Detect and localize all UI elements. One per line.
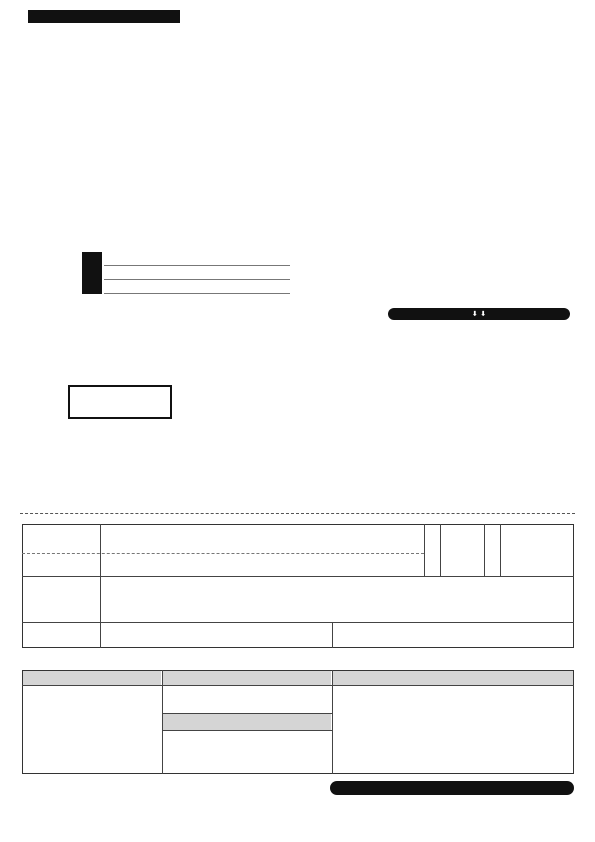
shigeyama-table [104, 252, 290, 294]
form-line [22, 576, 574, 577]
form-line [22, 685, 574, 686]
cut-line [20, 513, 575, 514]
wish-header-9 [163, 714, 331, 730]
down-arrow-icon: ⬇ [471, 310, 478, 318]
form-line [22, 622, 574, 623]
shigeyama-row [104, 252, 290, 266]
age-field[interactable] [502, 526, 572, 574]
past-reasons-banner [388, 308, 570, 320]
form-line [22, 553, 424, 554]
form-line [500, 524, 501, 576]
form-line [440, 524, 441, 576]
actor-field[interactable] [164, 732, 330, 773]
form-line [484, 524, 485, 576]
reason-field[interactable] [334, 687, 572, 773]
form-line [424, 524, 425, 576]
newcomer-badge [294, 382, 378, 418]
deadline-box [330, 781, 574, 795]
wish-header-10 [333, 671, 573, 685]
troupe-title-box [68, 385, 172, 419]
role-field[interactable] [164, 687, 330, 712]
shigeyama-label [82, 252, 102, 294]
down-arrow-icon: ⬇ [480, 310, 487, 318]
form-line [332, 622, 333, 648]
furigana-field[interactable] [102, 555, 422, 575]
wish-header-7 [23, 671, 161, 685]
shigeyama-row [104, 280, 290, 294]
shigeyama-category [28, 258, 76, 278]
shigeyama-row [104, 266, 290, 280]
program-field[interactable] [24, 687, 160, 773]
address-field[interactable] [102, 578, 572, 620]
form-line [162, 730, 332, 731]
form-line [100, 524, 101, 648]
header-title-box [28, 10, 180, 23]
wish-header-8 [163, 671, 331, 685]
name-field[interactable] [102, 526, 422, 552]
